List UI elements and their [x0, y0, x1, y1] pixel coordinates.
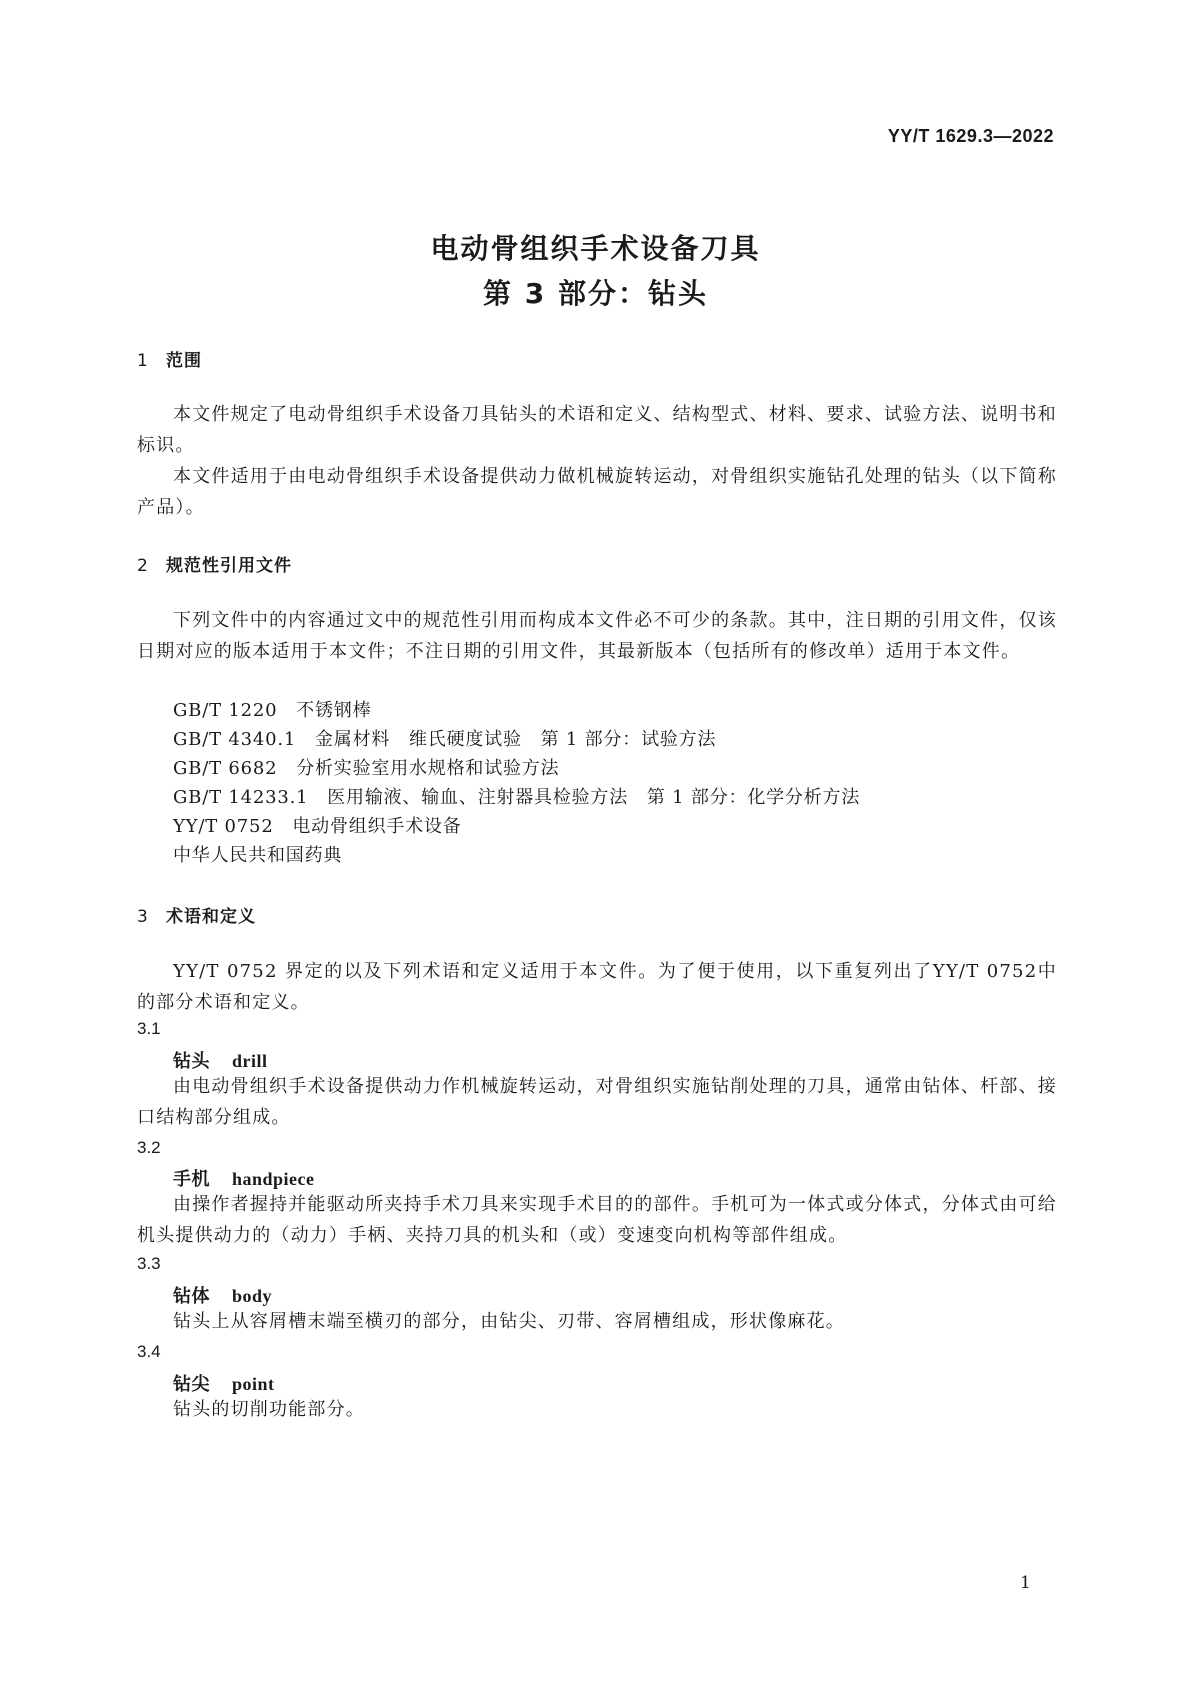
term-definition: 由操作者握持并能驱动所夹持手术刀具来实现手术目的的部件。手机可为一体式或分体式，分体式由可给机头提供动力的（动力）手柄、夹持刀具的机头和（或）变速变向机构等部件组成。 — [137, 1194, 1057, 1246]
section-3-intro: YY/T 0752 界定的以及下列术语和定义适用于本文件。为了便于使用，以下重复列出了YY/T 0752中的部分术语和定义。 — [137, 961, 1057, 1013]
term-english: body — [232, 1286, 273, 1306]
document-title: 电动骨组织手术设备刀具 — [430, 232, 761, 265]
term-definition: 钻头上从容屑槽末端至横刃的部分，由钻尖、刃带、容屑槽组成，形状像麻花。 — [173, 1311, 845, 1332]
section-title: 规范性引用文件 — [166, 556, 292, 576]
term-english: handpiece — [232, 1169, 315, 1189]
term-number: 3.4 — [137, 1342, 161, 1361]
term-chinese: 手机 — [173, 1169, 210, 1190]
section-number: 1 — [137, 351, 149, 371]
section-2-paragraph: 下列文件中的内容通过文中的规范性引用而构成本文件必不可少的条款。其中，注日期的引用文件，仅该日期对应的版本适用于本文件；不注日期的引用文件，其最新版本（包括所有的修改单）适用于本文件。 — [137, 610, 1057, 662]
reference-item: GB/T 4340.1 金属材料 维氏硬度试验 第 1 部分：试验方法 — [173, 729, 717, 750]
term-english: drill — [232, 1051, 268, 1071]
document-subtitle: 第 3 部分：钻头 — [483, 277, 708, 310]
reference-item: GB/T 6682 分析实验室用水规格和试验方法 — [173, 758, 560, 779]
term-title — [173, 1047, 268, 1073]
term-number: 3.1 — [137, 1019, 161, 1038]
section-title: 术语和定义 — [166, 907, 256, 927]
term-title — [173, 1165, 315, 1191]
term-chinese: 钻尖 — [173, 1374, 210, 1395]
section-1-paragraph-2: 本文件适用于由电动骨组织手术设备提供动力做机械旋转运动，对骨组织实施钻孔处理的钻头（以下简称产品）。 — [137, 466, 1057, 518]
term-number: 3.3 — [137, 1254, 161, 1273]
reference-item: GB/T 1220 不锈钢棒 — [173, 700, 372, 721]
reference-item: GB/T 14233.1 医用输液、输血、注射器具检验方法 第 1 部分：化学分析方法 — [173, 787, 861, 808]
section-number: 3 — [137, 907, 149, 927]
reference-item: YY/T 0752 电动骨组织手术设备 — [173, 816, 462, 837]
term-definition: 由电动骨组织手术设备提供动力作机械旋转运动，对骨组织实施钻削处理的刀具，通常由钻体、杆部、接口结构部分组成。 — [137, 1076, 1057, 1128]
section-1-heading — [137, 346, 202, 371]
reference-item: 中华人民共和国药典 — [173, 845, 343, 866]
term-number: 3.2 — [137, 1138, 161, 1157]
section-number: 2 — [137, 556, 149, 576]
term-title — [173, 1370, 275, 1396]
term-title — [173, 1282, 272, 1308]
document-code: YY/T 1629.3—2022 — [887, 126, 1054, 146]
term-english: point — [232, 1374, 275, 1394]
term-definition: 钻头的切削功能部分。 — [173, 1399, 365, 1420]
section-1-paragraph-1: 本文件规定了电动骨组织手术设备刀具钻头的术语和定义、结构型式、材料、要求、试验方法、说明书和标识。 — [137, 404, 1057, 456]
section-3-heading — [137, 902, 256, 927]
page-number: 1 — [1020, 1573, 1031, 1593]
section-2-heading — [137, 551, 292, 576]
section-title: 范围 — [166, 351, 202, 371]
term-chinese: 钻体 — [173, 1286, 210, 1307]
term-chinese: 钻头 — [173, 1051, 210, 1072]
